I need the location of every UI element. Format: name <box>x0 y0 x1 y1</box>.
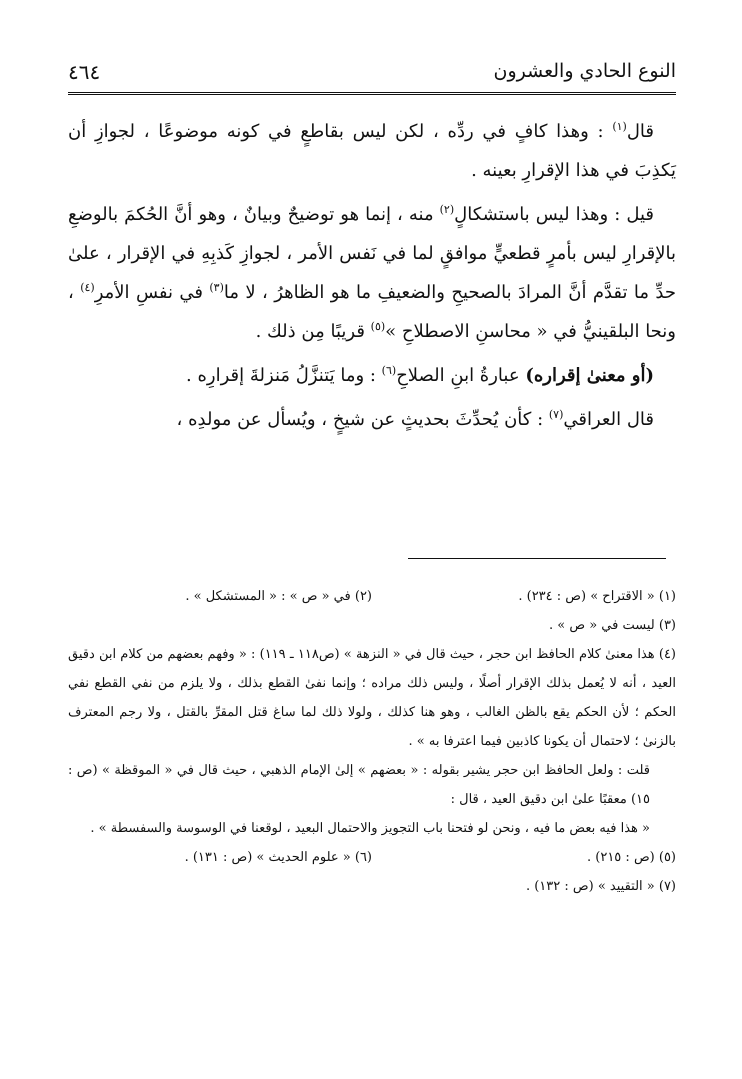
footnote-divider <box>408 558 666 559</box>
text-segment: قريبًا مِن ذلك . <box>255 321 371 342</box>
footnote-ref: (٧) <box>548 408 564 421</box>
footnote-5: (٥) (ص : ٢١٥) . <box>587 850 676 865</box>
footnote-4-text: هذا معنىٰ كلام الحافظ ابن حجر ، حيث قال في « النزهة » (ص١١٨ ـ ١١٩) : « وفهم بعضهم من كلام ابن دقيق العيد ، أنه لا يُعمل بذلك الإقرار أصلًا ، وليس ذلك مراده ؛ وإنما نفىٰ القطع بذلك ، ولا يلزم من نفي القطع نفي الحكم ؛ لأن الحكم يقع بالظن الغالب ، وهو هنا كذلك ، ولولا ذلك لما ساغ قتل المقرِّ بالقتل ، ولا رجم المعترف بالزنىٰ ؛ لاحتمال أن يكونا كاذبين فيما اعترفا به » . <box>68 647 676 749</box>
footnote-4 <box>68 640 676 756</box>
running-title: النوع الحادي والعشرون <box>493 60 676 82</box>
footnote-4-continuation: قلت : ولعل الحافظ ابن حجر يشير بقوله : « بعضهم » إلىٰ الإمام الذهبي ، حيث قال في « الموقظة » (ص : ١٥) معقبًا علىٰ ابن دقيق العيد ، قال : <box>68 763 650 807</box>
footnote-4-quote: « هذا فيه بعض ما فيه ، ونحن لو فتحنا باب التجويز والاحتمال البعيد ، لوقعنا في الوسوسة والسفسطة » . <box>90 821 650 836</box>
bold-lead: (أو معنىٰ إقراره) <box>525 365 654 386</box>
footnote-ref: (٦) <box>381 364 397 377</box>
text-segment: قال العراقي <box>563 409 654 430</box>
footnote-6: (٦) « علوم الحديث » (ص : ١٣١) . <box>184 850 372 865</box>
footnote-4-number: (٤) <box>654 647 676 662</box>
page-header <box>68 58 676 95</box>
text-segment: قال <box>626 121 654 142</box>
footnote-7: (٧) « التقييد » (ص : ١٣٢) . <box>525 879 676 894</box>
footnotes <box>68 582 676 901</box>
text-segment: منه ، إنما هو توضيحٌ وبيانٌ ، وهو أنَّ الحُكمَ بالوضعِ بالإقرارِ ليس بأمرٍ قطعيٍّ موافقٍ لما في نَفس الأمر ، لجوازِ كَذبِهِ في الإقرار ، علىٰ حدِّ ما تقدَّم أنَّ المرادَ بالصحيحِ والضعيفِ ما هو الظاهرُ ، لا ما <box>68 204 676 303</box>
paragraph <box>68 195 676 351</box>
footnote-ref: (٥) <box>370 320 386 333</box>
text-segment: قيل : وهذا ليس باستشكالٍ <box>454 204 655 225</box>
footnote-ref: (٣) <box>209 281 224 294</box>
main-text <box>68 112 676 439</box>
text-segment: : وما يَتنزَّلُ مَنزلةَ إقرارِه . <box>186 365 382 386</box>
text-segment: : وهذا كافٍ في ردِّه ، لكن ليس بقاطعٍ في كونه موضوعًا ، لجوازِ أن يَكذِبَ في هذا الإقرارِ بعينه . <box>68 121 676 181</box>
footnote-3: (٣) ليست في « ص » . <box>549 618 676 633</box>
paragraph <box>68 400 676 439</box>
paragraph <box>68 356 676 395</box>
footnote-row <box>68 582 676 611</box>
text-segment: عبارةُ ابنِ الصلاحِ <box>396 365 526 386</box>
footnote-2: (٢) في « ص » : « المستشكل » . <box>185 589 372 604</box>
footnote-1: (١) « الاقتراح » (ص : ٢٣٤) . <box>518 589 676 604</box>
footnote-ref: (٤) <box>80 281 95 294</box>
footnote-row <box>68 843 676 872</box>
footnote-ref: (١) <box>612 120 627 133</box>
text-segment: : كأن يُحدِّثَ بحديثٍ عن شيخٍ ، ويُسأل عن مولدِه ، <box>176 409 549 430</box>
text-segment: ، ونحا البلقينيُّ في « محاسنِ الاصطلاحِ » <box>68 282 676 342</box>
footnote-ref: (٢) <box>439 203 455 216</box>
paragraph <box>68 112 676 190</box>
text-segment: في نفسِ الأمرِ <box>94 282 210 303</box>
page-number: ٤٦٤ <box>68 60 101 84</box>
